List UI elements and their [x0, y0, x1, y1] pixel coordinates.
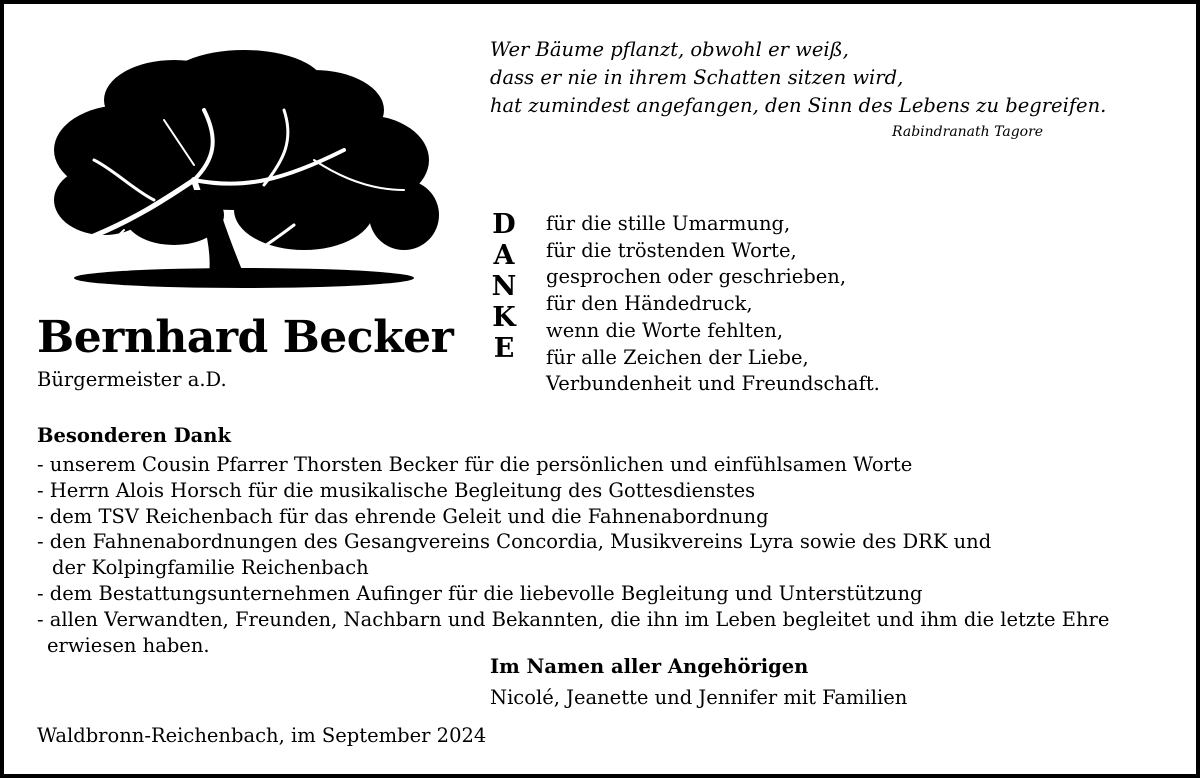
- place-date: Waldbronn-Reichenbach, im September 2024: [37, 724, 487, 747]
- quote-author: Rabindranath Tagore: [892, 124, 1044, 140]
- thanks-text: [546, 211, 880, 398]
- danke-letter: K: [492, 302, 516, 333]
- special-thanks-line: - den Fahnenabordnungen des Gesangvereins Concordia, Musikvereins Lyra sowie des DRK und: [37, 530, 992, 554]
- special-thanks-heading: Besonderen Dank: [37, 424, 231, 447]
- thanks-line: für die tröstenden Worte,: [546, 238, 797, 262]
- danke-letter: E: [493, 333, 515, 364]
- danke-acrostic: [487, 209, 521, 364]
- special-thanks-line: - dem TSV Reichenbach für das ehrende Geleit und die Fahnenabordnung: [37, 504, 769, 528]
- thanks-line: für alle Zeichen der Liebe,: [546, 345, 809, 369]
- thanks-line: für den Händedruck,: [546, 292, 753, 316]
- deceased-title: Bürgermeister a.D.: [37, 368, 227, 391]
- special-thanks-line: - allen Verwandten, Freunden, Nachbarn und Bekannten, die ihn im Leben begleitet und ihm die letzte Ehre: [37, 607, 1110, 631]
- quote-line: Wer Bäume pflanzt, obwohl er weiß,: [490, 38, 849, 61]
- thanks-line: für die stille Umarmung,: [546, 212, 791, 235]
- quote-line: hat zumindest angefangen, den Sinn des Lebens zu begreifen.: [490, 94, 1107, 117]
- thanks-line: wenn die Worte fehlten,: [546, 318, 784, 342]
- tree-icon: [44, 40, 444, 290]
- quote: [490, 36, 1106, 120]
- danke-letter: N: [491, 271, 517, 302]
- thanks-line: gesprochen oder geschrieben,: [546, 265, 847, 289]
- quote-line: dass er nie in ihrem Schatten sitzen wird,: [490, 66, 904, 89]
- special-thanks-line: der Kolpingfamilie Reichenbach: [52, 556, 369, 580]
- special-thanks-line: - unserem Cousin Pfarrer Thorsten Becker für die persönlichen und einfühlsamen Worte: [37, 453, 913, 476]
- special-thanks-line: - Herrn Alois Horsch für die musikalische Begleitung des Gottesdienstes: [37, 478, 756, 502]
- danke-letter: A: [493, 240, 515, 271]
- thanks-line: Verbundenheit und Freundschaft.: [546, 372, 880, 396]
- signature-names: Nicolé, Jeanette und Jennifer mit Familien: [490, 686, 908, 709]
- special-thanks-line: erwiesen haben.: [47, 633, 210, 657]
- deceased-name: Bernhard Becker: [37, 312, 454, 363]
- danke-letter: D: [492, 209, 516, 240]
- special-thanks-line: - dem Bestattungsunternehmen Aufinger für die liebevolle Begleitung und Unterstützung: [37, 581, 923, 605]
- signature-heading: Im Namen aller Angehörigen: [490, 655, 809, 678]
- special-thanks-list: [37, 452, 1109, 658]
